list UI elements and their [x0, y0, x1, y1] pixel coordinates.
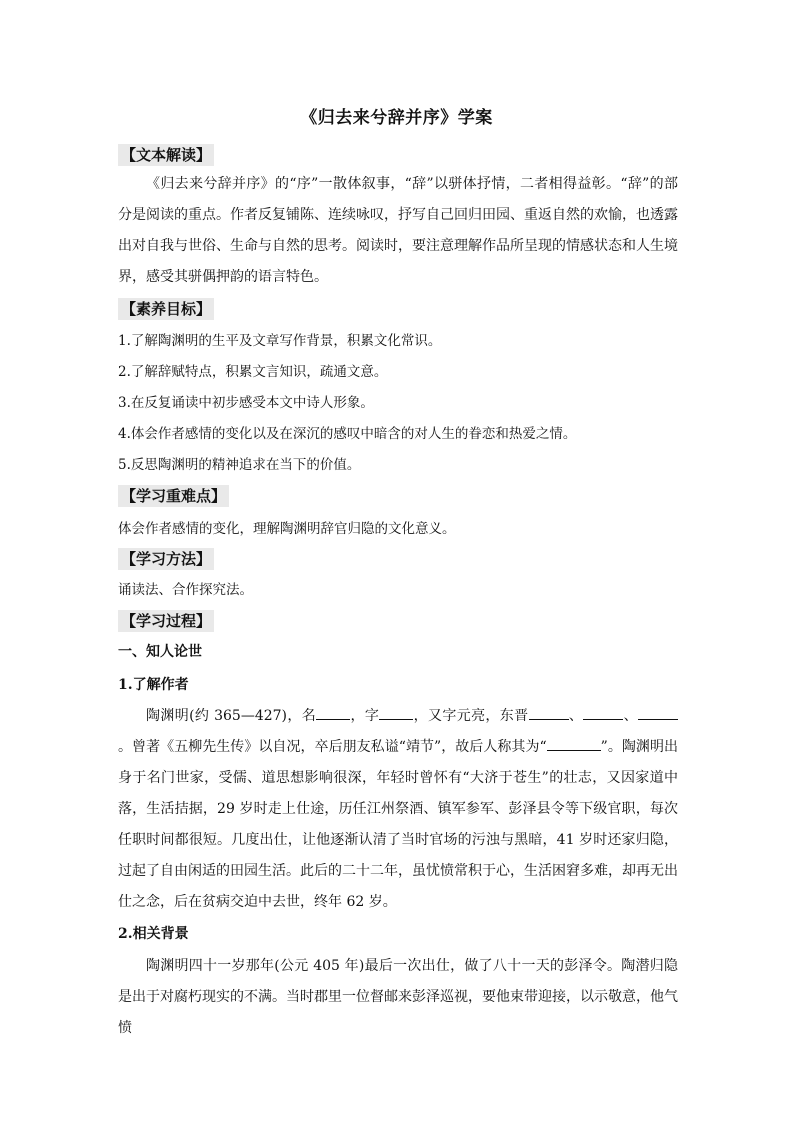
blank-title[interactable]: [547, 736, 601, 751]
author-text-3: ，又字元亮，东晋: [413, 708, 529, 724]
blank-identity-3[interactable]: [638, 705, 678, 720]
key-points-text: 体会作者感情的变化，理解陶渊明辞官归隐的文化意义。: [118, 521, 456, 537]
goal-item-3: 3.在反复诵读中初步感受本文中诗人形象。: [118, 395, 374, 411]
author-text-1: 陶渊明(约 365—427)，名: [146, 708, 317, 724]
document-title: 《归去来兮辞并序》学案: [300, 108, 493, 128]
goal-item-5: 5.反思陶渊明的精神追求在当下的价值。: [118, 457, 361, 473]
blank-identity-1[interactable]: [529, 705, 569, 720]
author-separator-1: 、: [568, 708, 584, 724]
subheading-background: 2.相关背景: [118, 926, 189, 942]
author-text-end: 。: [118, 739, 133, 755]
blank-identity-2[interactable]: [583, 705, 623, 720]
author-separator-2: 、: [623, 708, 639, 724]
text-reading-paragraph: [118, 169, 678, 293]
methods-text: 诵读法、合作探究法。: [118, 582, 253, 598]
subheading-author: 1.了解作者: [118, 677, 189, 693]
section-heading-goals: 【素养目标】: [118, 298, 214, 320]
section-heading-process: 【学习过程】: [118, 610, 214, 632]
background-paragraph: [118, 951, 678, 1044]
author-paragraph: [118, 701, 678, 918]
author-text-2: ，字: [350, 708, 380, 724]
author-text-5: ”。陶渊明出身于名门世家，受儒、道思想影响很深，年轻时曾怀有“大济于苍生”的壮志，又因家道中落，生活拮据，29 岁时走上仕途，历任江州祭酒、镇军参军、彭泽县令等下级官职，每次任职时间都很短。几度出仕，让他逐渐认清了当时官场的污浊与黑暗，41 岁时还家归隐，过起了自由闲适的田园生活。此后的二十二年，虽忧愤常积于心，生活困窘多难，却再无出仕之念，后在贫病交迫中去世，终年 62 岁。: [118, 739, 678, 910]
author-body: [118, 701, 678, 918]
background-body: 陶渊明四十一岁那年(公元 405 年)最后一次出仕，做了八十一天的彭泽令。陶潜归隐是出于对腐朽现实的不满。当时郡里一位督邮来彭泽巡视，要他束带迎接，以示敬意，他气愤: [118, 958, 678, 1036]
section-heading-text-reading: 【文本解读】: [118, 144, 214, 166]
goal-item-1: 1.了解陶渊明的生平及文章写作背景，积累文化常识。: [118, 333, 442, 349]
blank-courtesy-name[interactable]: [379, 705, 413, 720]
goal-item-4: 4.体会作者感情的变化以及在深沉的感叹中暗含的对人生的眷恋和热爱之情。: [118, 426, 577, 442]
blank-name[interactable]: [316, 705, 350, 720]
goal-item-2: 2.了解辞赋特点，积累文言知识，疏通文意。: [118, 364, 388, 380]
section-heading-methods: 【学习方法】: [118, 548, 214, 570]
section-heading-key-points: 【学习重难点】: [118, 485, 229, 507]
author-text-4: 曾著《五柳先生传》以自况，卒后朋友私谥“靖节”，故后人称其为“: [132, 739, 547, 755]
text-reading-body: 《归去来兮辞并序》的“序”一散体叙事，“辞”以骈体抒情，二者相得益彰。“辞”的部分是阅读的重点。作者反复铺陈、连续咏叹，抒写自己回归田园、重返自然的欢愉，也透露出对自我与世俗、生命与自然的思考。阅读时，要注意理解作品所呈现的情感状态和人生境界，感受其骈偶押韵的语言特色。: [118, 176, 678, 285]
part-heading-know-author: 一、知人论世: [118, 644, 202, 660]
